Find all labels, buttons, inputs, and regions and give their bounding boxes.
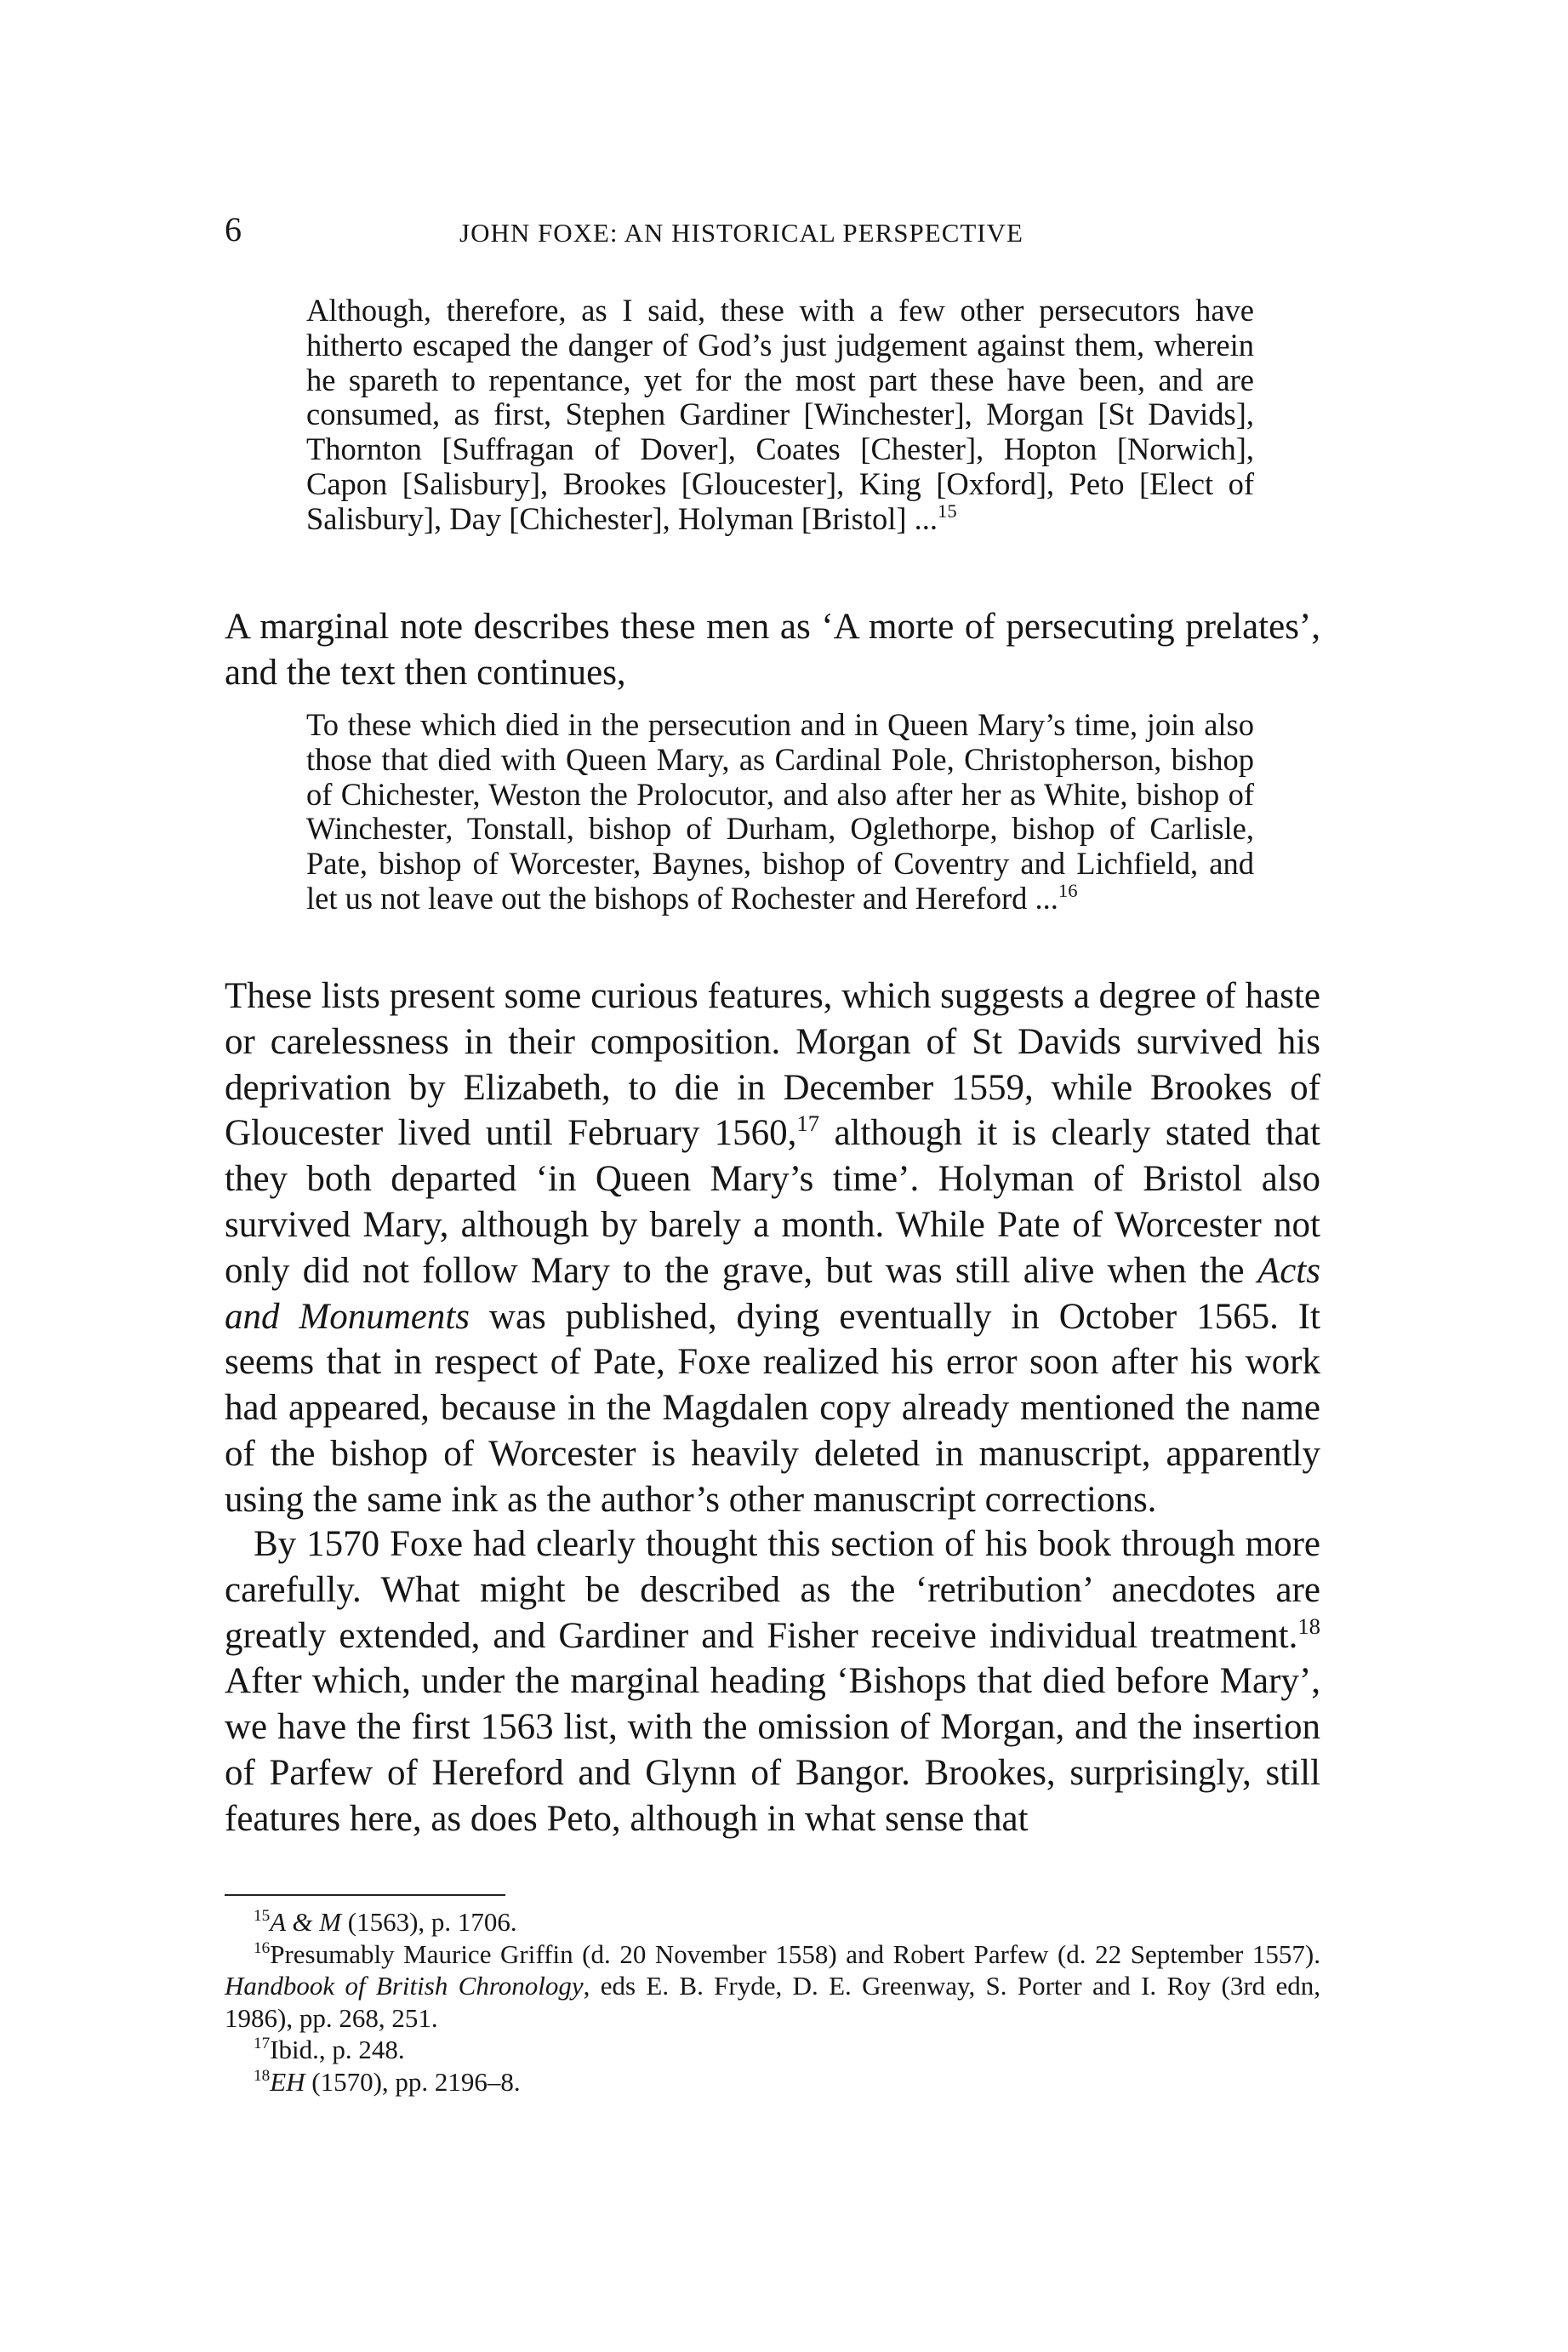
footnote-reference: 17: [796, 1110, 820, 1137]
footnote-number: 17: [254, 2035, 271, 2053]
paragraph-text: By 1570 Foxe had clearly thought this section of his book through more carefully. What might be described as the ‘retribution’ anecdotes are greatly extended, and Gardiner and Fisher receive individual treatment.: [225, 1524, 1320, 1656]
footnote-reference: 15: [938, 500, 957, 522]
footnote-17: [225, 2034, 1320, 2066]
paragraph-text: although it is clearly stated that they both departed ‘in Queen Mary’s time’. Holyman of Bristol also survived Mary, although by barely a month. While Pate of Worcester not only did not follow Mary to the grave, but was still alive when the: [225, 1113, 1320, 1291]
footnote-text: Ibid., p. 248.: [270, 2035, 405, 2064]
footnote-15: [225, 1906, 1320, 1938]
footnotes: [225, 1906, 1320, 2098]
footnote-text: (1563), p. 1706.: [341, 1907, 517, 1937]
block-quote-text: To these which died in the persecution and in Queen Mary’s time, join also those that died with Queen Mary, as Cardinal Pole, Christopherson, bishop of Chichester, Weston the Prolocutor, and also after her as White, bishop of Winchester, Tonstall, bishop of Durham, Oglethorpe, bishop of Carlisle, Pate, bishop of Worcester, Baynes, bishop of Coventry and Lichfield, and let us not leave out the bishops of Rochester and Hereford ...: [306, 707, 1254, 916]
footnote-number: 16: [254, 1938, 271, 1957]
footnote-number: 18: [254, 2066, 271, 2085]
page-number: 6: [225, 210, 242, 248]
footnote-text: , eds E. B. Fryde, D. E. Greenway, S. Porter and I. Roy (3rd edn, 1986), pp. 268, 251.: [225, 1971, 1320, 2033]
paragraph-text: After which, under the marginal heading ‘Bishops that died before Mary’, we have the first 1563 list, with the omission of Morgan, and the insertion of Parfew of Hereford and Glynn of Bangor. Brookes, surprisingly, still features here, as does Peto, although in what sense that: [225, 1661, 1320, 1839]
footnote-abbrev: EH: [270, 2066, 305, 2097]
paragraph-1570-edition: [225, 1521, 1320, 1842]
footnote-text: (1570), pp. 2196–8.: [305, 2066, 521, 2097]
footnote-book-title: Handbook of British Chronology: [225, 1971, 584, 2001]
paragraph-text: These lists present some curious features, which suggests a degree of haste or carelessness in their composition. Morgan of St Davids survived his deprivation by Elizabeth, to die in December 1559, while Brookes of Gloucester lived until February 1560,: [225, 976, 1320, 1154]
footnote-divider: [225, 1894, 505, 1896]
paragraph-marginal-note: [225, 604, 1320, 696]
paragraph-text: was published, dying eventually in October 1565. It seems that in respect of Pate, Foxe realized his error soon after his work had appeared, because in the Magdalen copy already mentioned the name of the bishop of Worcester is heavily deleted in manuscript, apparently using the same ink as the author’s other manuscript corrections.: [225, 1296, 1320, 1520]
footnote-text: Presumably Maurice Griffin (d. 20 November 1558) and Robert Parfew (d. 22 September 1557).: [270, 1938, 1320, 1969]
paragraph-curious-features: [225, 973, 1320, 1523]
block-quote-bishops-list: [306, 294, 1254, 537]
running-head-title: JOHN FOXE: AN HISTORICAL PERSPECTIVE: [459, 218, 1023, 248]
footnote-number: 15: [254, 1907, 271, 1926]
block-quote-text: Although, therefore, as I said, these with a few other persecutors have hitherto escaped the danger of God’s just judgement against them, wherein he spareth to repentance, yet for the most part these have been, and are consumed, as first, Stephen Gardiner [Winchester], Morgan [St Davids], Thornton [Suffragan of Dover], Coates [Chester], Hopton [Norwich], Capon [Salisbury], Brookes [Gloucester], King [Oxford], Peto [Elect of Salisbury], Day [Chichester], Holyman [Bristol] ...: [306, 293, 1254, 536]
book-title: Acts and Monuments: [225, 1250, 1320, 1337]
block-quote-died-with-mary: [306, 708, 1254, 916]
footnote-16: [225, 1938, 1320, 2035]
footnote-18: [225, 2066, 1320, 2098]
paragraph-text: A marginal note describes these men as ‘A morte of persecuting prelates’, and the text then continues,: [225, 607, 1320, 693]
footnote-abbrev: A & M: [270, 1907, 342, 1937]
footnote-reference: 18: [1297, 1613, 1320, 1639]
footnote-reference: 16: [1058, 880, 1078, 902]
